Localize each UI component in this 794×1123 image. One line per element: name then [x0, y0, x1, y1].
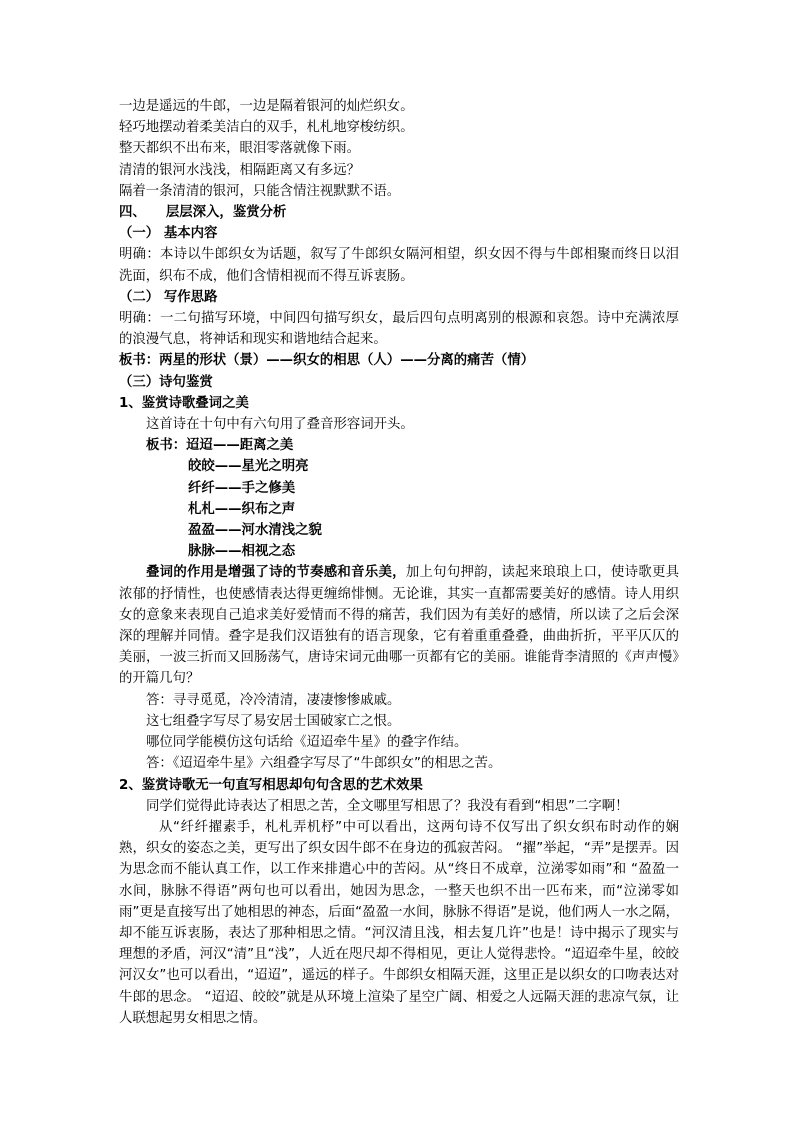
poem-line: 轻巧地摆动着柔美洁白的双手，札札地穿梭纺织。 — [119, 120, 414, 136]
analysis-paragraph — [119, 562, 679, 689]
question-line: 同学们觉得此诗表达了相思之苦，全文哪里写相思了？我没有看到“相思”二字啊！ — [146, 798, 629, 814]
poem-line: 隔着一条清清的银河，只能含情注视默默不语。 — [119, 183, 401, 199]
analysis-paragraph: 从“纤纤擢素手，札札弄机杼”中可以看出，这两句诗不仅写出了织女织布时动作的娴熟，织女的姿态之美，更写出了织女因牛郎不在身边的孤寂苦闷。 “擢”举起，“弄”是摆弄。因为思念而不能认真工作，以工作来排遣心中的苦闷。从“终日不成章，泣涕零如雨”和 “盈盈一水间，脉脉不得语”两句也可以看出，她因为思念，一整天也织不出一匹布来，而“泣涕零如雨”更是直接写出了她相思的神态，后面“盈盈一水间，脉脉不得语”是说，他们两人一水之隔，却不能互诉衷肠，表达了那种相思之情。“河汉清且浅，相去复几许”也是！诗中揭示了现实与理想的矛盾，河汉“清”且“浅”，人近在咫尺却不得相见，更让人觉得悲怜。“迢迢牵牛星，皎皎河汉女”也可以看出，“迢迢”，遥远的样子。牛郎织女相隔天涯，这里正是以织女的口吻表达对牛郎的思念。 “迢迢、皎皎”就是从环境上渲染了星空广阔、相爱之人远隔天涯的悲凉气氛，让人联想起男女相思之情。 — [119, 819, 679, 1026]
section-heading: 四、 层层深入，鉴赏分析 — [119, 205, 287, 221]
board-label: 板书： — [146, 438, 187, 454]
point-heading: 1、鉴赏诗歌叠词之美 — [119, 395, 249, 411]
emphasis-text: 叠词的作用是增强了诗的节奏感和音乐美， — [146, 565, 406, 581]
board-item: 迢迢——距离之美 — [186, 438, 294, 454]
board-item: 札札——织布之声 — [188, 501, 296, 517]
board-list — [119, 435, 679, 562]
paragraph-text: 加上句句押韵，读起来琅琅上口，使诗歌更具浓郁的抒情性，也使感情表达得更缠绵悱恻。无论谁，其实一直都需要美好的感情。诗人用织女的意象来表现自己追求美好爱情而不得的痛苦，我们因为有美好的感情，所以读了之后会深深的理解并同情。叠字是我们汉语独有的语言现象，它有着重重叠叠，曲曲折折，平平仄仄的美丽，一波三折而又回肠荡气，唐诗宋词元曲哪一页都有它的美丽。谁能背李清照的《声声慢》的开篇几句？ — [119, 565, 680, 687]
answer-line: 答：寻寻觅觅，冷冷清清，凄凄惨惨戚戚。 — [146, 692, 401, 708]
subsection-heading: （二） 写作思路 — [119, 289, 218, 305]
subsection-heading: （三）诗句鉴赏 — [119, 374, 213, 390]
board-summary: 板书：两星的形状（景）——织女的相思（人）——分离的痛苦（情） — [119, 353, 535, 369]
document-page — [119, 96, 679, 1029]
board-item: 纤纤——手之修美 — [188, 480, 296, 496]
poem-line: 一边是遥远的牛郎，一边是隔着银河的灿烂织女。 — [119, 99, 414, 114]
poem-line: 整天都织不出布来，眼泪零落就像下雨。 — [119, 141, 361, 157]
board-item: 盈盈——河水清浅之貌 — [188, 523, 322, 539]
answer-line: 答：《迢迢牵牛星》六组叠字写尽了“牛郎织女”的相思之苦。 — [146, 756, 502, 772]
poem-line: 清清的银河水浅浅，相隔距离又有多远？ — [119, 162, 361, 178]
question-line: 哪位同学能模仿这句话给《迢迢牵牛星》的叠字作结。 — [146, 735, 468, 751]
answer-paragraph: 明确：一二句描写环境，中间四句描写织女，最后四句点明离别的根源和哀怨。诗中充满浓厚的浪漫气息，将神话和现实和谐地结合起来。 — [119, 311, 679, 348]
text-line: 这七组叠字写尽了易安居士国破家亡之恨。 — [146, 713, 401, 729]
subsection-heading: （一） 基本内容 — [119, 226, 218, 242]
answer-paragraph: 明确：本诗以牛郎织女为话题，叙写了牛郎织女隔河相望，织女因不得与牛郎相聚而终日以泪洗面，织布不成，他们含情相视而不得互诉衷肠。 — [119, 247, 679, 284]
point-heading: 2、鉴赏诗歌无一句直写相思却句句含思的艺术效果 — [119, 777, 423, 793]
intro-line: 这首诗在十句中有六句用了叠音形容词开头。 — [146, 417, 414, 433]
board-item: 脉脉——相视之态 — [188, 544, 296, 560]
board-item: 皎皎——星光之明亮 — [188, 459, 309, 475]
